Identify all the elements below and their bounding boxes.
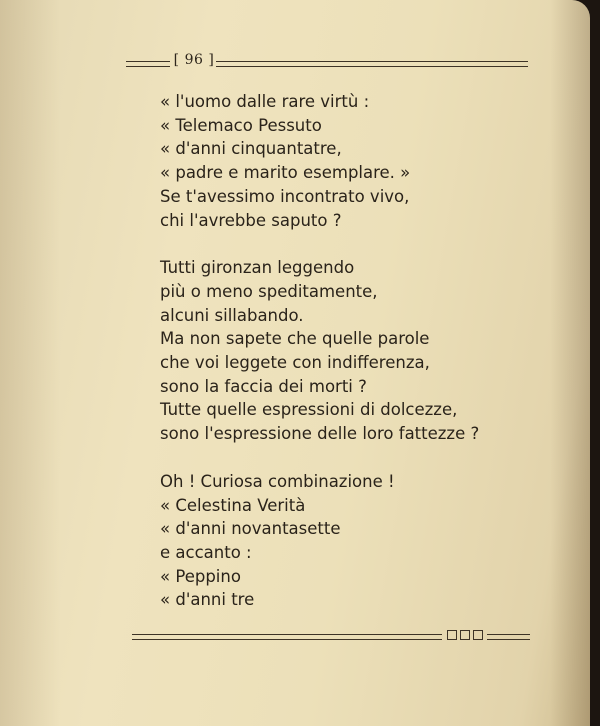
header-rule-left [126, 61, 170, 67]
poem-text [160, 90, 520, 636]
page-header [126, 52, 530, 72]
poem-line: sono l'espressione delle loro fattezze ? [160, 424, 480, 444]
poem-line: più o meno speditamente, [160, 281, 378, 301]
stanza-2 [160, 256, 520, 446]
footer-rule-left [132, 634, 442, 640]
poem-line: « d'anni cinquantatre, [160, 139, 342, 159]
square-icon [447, 630, 457, 640]
poem-line: che voi leggete con indifferenza, [160, 353, 430, 373]
page-footer [132, 630, 532, 644]
poem-line: Ma non sapete che quelle parole [160, 329, 430, 349]
poem-line: Tutte quelle espressioni di dolcezze, [160, 400, 458, 420]
stanza-1 [160, 90, 520, 232]
poem-line: e accanto : [160, 542, 252, 562]
square-icon [460, 630, 470, 640]
poem-line: sono la faccia dei morti ? [160, 376, 367, 396]
poem-line: « padre e marito esemplare. » [160, 163, 411, 183]
poem-line: Tutti gironzan leggendo [160, 258, 355, 278]
poem-line: « Peppino [160, 566, 241, 586]
footer-rule-right [487, 634, 530, 640]
header-rule-right [216, 61, 528, 67]
poem-line: « d'anni novantasette [160, 519, 341, 539]
poem-line: « d'anni tre [160, 590, 255, 610]
poem-line: Oh ! Curiosa combinazione ! [160, 471, 395, 491]
square-ornament-icon [447, 630, 483, 642]
poem-line: chi l'avrebbe saputo ? [160, 210, 342, 230]
poem-line: « Celestina Verità [160, 495, 306, 515]
stanza-3 [160, 470, 520, 612]
poem-line: alcuni sillabando. [160, 305, 304, 325]
poem-line: « Telemaco Pessuto [160, 115, 322, 135]
poem-line: Se t'avessimo incontrato vivo, [160, 186, 410, 206]
square-icon [473, 630, 483, 640]
poem-line: « l'uomo dalle rare virtù : [160, 92, 370, 111]
page-number: [ 96 ] [173, 52, 215, 68]
